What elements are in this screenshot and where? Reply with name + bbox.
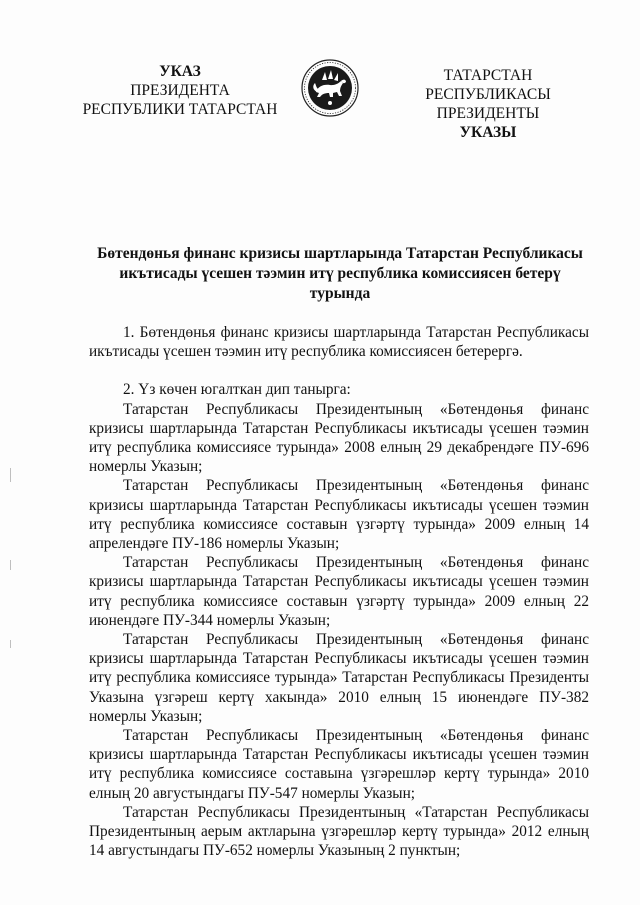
- document-title: [90, 244, 590, 304]
- header-left-line-2: ПРЕЗИДЕНТА: [130, 82, 230, 99]
- scan-artifact: [10, 640, 11, 648]
- header-right-tatar: [383, 66, 593, 142]
- paragraph-4: Татарстан Республикасы Президентының «Бөтендөнья финанс кризисы шартларында Татарстан Республикасы икътисады үсешен тәэмин итү республика комиссиясе составын үзгәртү турында» 2009 елның 14 апрелендәге ПУ-186 номерлы Указын;: [89, 477, 589, 553]
- tatarstan-emblem-icon: [300, 58, 360, 118]
- header-left-line-1: УКАЗ: [159, 63, 201, 80]
- header-left-line-3: РЕСПУБЛИКИ ТАТАРСТАН: [82, 101, 278, 118]
- scan-artifact: [10, 468, 11, 482]
- header-right-line-3: УКАЗЫ: [459, 124, 517, 141]
- paragraph-7: Татарстан Республикасы Президентының «Бөтендөнья финанс кризисы шартларында Татарстан Республикасы икътисады үсешен тәэмин итү республика комиссиясе составына үзгәрешләр кертү турында» 2010 елның 20 августындагы ПУ-547 номерлы Указын;: [89, 727, 589, 802]
- paragraph-2: 2. Үз көчен югалткан дип танырга:: [123, 381, 351, 399]
- paragraph-8: Татарстан Республикасы Президентының «Татарстан Республикасы Президентының аерым актларына үзгәрешләр кертү турында» 2012 елның 14 августындагы ПУ-652 номерлы Указының 2 пунктын;: [89, 803, 589, 860]
- title-line-2: икътисады үсешен тәэмин итү республика комиссиясен бетерү турында: [119, 265, 561, 302]
- paragraph-1: 1. Бөтендөнья финанс кризисы шартларында Татарстан Республикасы икътисады үсешен тәэмин итү республика комиссиясен бетерергә.: [89, 324, 589, 361]
- header-right-line-2: ПРЕЗИДЕНТЫ: [436, 105, 540, 122]
- title-line-1: Бөтендөнья финанс кризисы шартларында Татарстан Республикасы: [97, 245, 583, 262]
- document-body: [89, 323, 589, 860]
- paragraph-5: Татарстан Республикасы Президентының «Бөтендөнья финанс кризисы шартларында Татарстан Республикасы икътисады үсешен тәэмин итү республика комиссиясе составын үзгәртү турында» 2009 елның 22 июнендәге ПУ-344 номерлы Указын;: [89, 554, 589, 629]
- paragraph-6: Татарстан Республикасы Президентының «Бөтендөнья финанс кризисы шартларында Татарстан Республикасы икътисады үсешен тәэмин итү республика комиссиясе турында» Татарстан Республикасы Президенты Указына үзгәреш кертү хакында» 2010 елның 15 июнендәге ПУ-382 номерлы Указын;: [89, 631, 589, 725]
- header-right-line-1: ТАТАРСТАН РЕСПУБЛИКАСЫ: [425, 67, 551, 103]
- paragraph-3: Татарстан Республикасы Президентының «Бөтендөнья финанс кризисы шартларында Татарстан Республикасы икътисады үсешен тәэмин итү республика комиссиясе турында» 2008 елның 29 декабрендәге ПУ-696 номерлы Указын;: [89, 400, 589, 476]
- header-left-russian: [80, 62, 280, 119]
- scan-artifact: [10, 560, 11, 570]
